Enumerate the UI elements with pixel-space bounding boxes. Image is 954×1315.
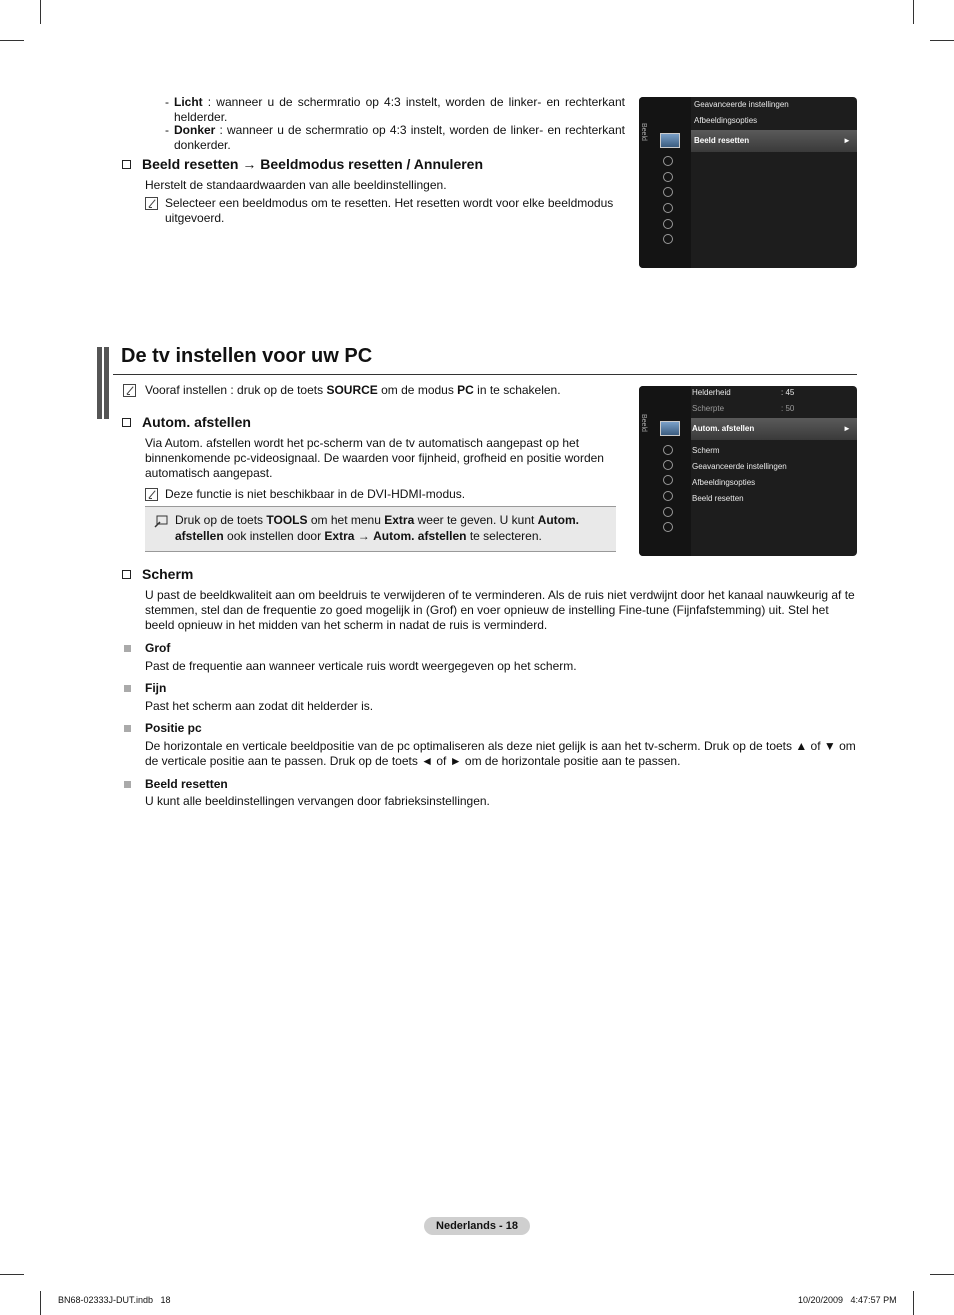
tv-menu-item[interactable]: Geavanceerde instellingen xyxy=(694,100,789,109)
grof-desc: Past de frequentie aan wanneer verticale ruis wordt weergegeven op het scherm. xyxy=(145,659,577,673)
autom-afstellen-term: Autom. afstellen xyxy=(175,513,579,543)
setup-menu-icon xyxy=(663,187,673,197)
picture-menu-icon xyxy=(660,421,680,436)
tools-text: Druk op de toets xyxy=(175,513,267,527)
channel-menu-icon xyxy=(663,460,673,470)
licht-text: : wanneer u de schermratio op 4:3 instelt, worden de linker- en rechterkant helderder. xyxy=(174,95,625,124)
channel-menu-icon xyxy=(663,172,673,182)
autom-afstellen-heading xyxy=(122,414,251,431)
tools-text: om het menu xyxy=(307,513,385,527)
page-number-label: Nederlands - 18 xyxy=(424,1217,530,1235)
application-menu-icon xyxy=(663,507,673,517)
crop-mark xyxy=(40,0,41,24)
section-title: De tv instellen voor uw PC xyxy=(121,345,373,367)
section-note xyxy=(145,383,615,398)
dash-marker: - xyxy=(165,123,169,137)
tv-menu-screen-1 xyxy=(639,97,857,268)
bullet-square-icon xyxy=(124,685,131,692)
title-bar-right xyxy=(104,347,109,419)
tv-menu-side-label: Beeld xyxy=(640,414,647,432)
donker-label: Donker xyxy=(174,123,216,137)
arrow-right-icon: ► xyxy=(843,136,851,145)
list-item-licht xyxy=(165,95,625,125)
note-icon xyxy=(123,384,136,397)
fijn-title: Fijn xyxy=(145,681,167,695)
tv-menu-item[interactable]: Afbeeldingsopties xyxy=(692,478,756,487)
grof-title: Grof xyxy=(145,641,171,655)
bullet-square-icon xyxy=(124,645,131,652)
fijn-desc: Past het scherm aan zodat dit helderder is. xyxy=(145,699,374,713)
beeld-resetten-heading xyxy=(122,156,483,173)
positie-title: Positie pc xyxy=(145,721,202,735)
footer-file: BN68-02333J-DUT.indb 18 xyxy=(58,1295,171,1305)
tools-text: weer te geven. U kunt xyxy=(414,513,538,527)
crop-mark xyxy=(913,1291,914,1315)
tools-icon xyxy=(154,515,168,528)
helderheid-value: : 45 xyxy=(781,388,795,397)
checkbox-square-icon xyxy=(122,418,131,427)
beeld-resetten-note: Selecteer een beeldmodus om te resetten. Het resetten wordt voor elke beeldmodus uitgevoerd. xyxy=(165,196,614,225)
section-note-post: in te schakelen. xyxy=(473,383,561,397)
scherpte-label[interactable]: Scherpte xyxy=(692,404,725,413)
scherpte-value: : 50 xyxy=(781,404,795,413)
setup-menu-icon xyxy=(663,475,673,485)
list-item-donker xyxy=(165,123,625,153)
note-icon xyxy=(145,197,158,210)
extra-menu: Extra xyxy=(384,513,415,527)
licht-label: Licht xyxy=(174,95,203,109)
input-menu-icon xyxy=(663,203,673,213)
tv-menu-selected-label: Beeld resetten xyxy=(694,136,750,145)
sound-menu-icon xyxy=(663,445,673,455)
donker-text: : wanneer u de schermratio op 4:3 instelt, worden de linker- en rechterkant donkerder. xyxy=(174,123,625,152)
source-key: SOURCE xyxy=(326,383,378,397)
extra-menu: Extra xyxy=(324,529,355,543)
reset-title: Beeld resetten xyxy=(145,777,228,791)
tv-menu-item[interactable]: Beeld resetten xyxy=(692,494,744,503)
positie-desc: De horizontale en verticale beeldpositie van de pc optimaliseren als deze niet gelijk is aan het tv-scherm. Druk op de toets ▲ of ▼ om de verticale positie aan te passen. Druk op de toets ◄ of ► om de horizontale positie aan te passen. xyxy=(145,739,856,768)
checkbox-square-icon xyxy=(122,570,131,579)
autom-afstellen-note: Deze functie is niet beschikbaar in de DVI-HDMI-modus. xyxy=(165,487,466,501)
dash-marker: - xyxy=(165,95,169,109)
tv-menu-item[interactable]: Scherm xyxy=(692,446,720,455)
crop-mark xyxy=(930,1274,954,1275)
application-menu-icon xyxy=(663,219,673,229)
tools-key: TOOLS xyxy=(266,513,308,527)
input-menu-icon xyxy=(663,491,673,501)
reset-desc: U kunt alle beeldinstellingen vervangen door fabrieksinstellingen. xyxy=(145,794,490,808)
title-bar-left xyxy=(97,347,102,419)
tools-text: → xyxy=(354,529,374,543)
tv-menu-side-label: Beeld xyxy=(640,123,647,141)
crop-mark xyxy=(0,1274,24,1275)
tools-tip-text xyxy=(175,512,605,544)
section-note-pre: Vooraf instellen : druk op de toets xyxy=(145,383,327,397)
sound-menu-icon xyxy=(663,156,673,166)
beeld-resetten-heading-text: Beeld resetten → Beeldmodus resetten / Annuleren xyxy=(142,156,484,172)
section-note-mid: om de modus xyxy=(377,383,458,397)
picture-menu-icon xyxy=(660,133,680,148)
support-menu-icon xyxy=(663,522,673,532)
tv-menu-screen-2 xyxy=(639,386,857,556)
crop-mark xyxy=(930,40,954,41)
crop-mark xyxy=(40,1291,41,1315)
tools-text: ook instellen door xyxy=(223,529,325,543)
beeld-resetten-desc: Herstelt de standaardwaarden van alle beeldinstellingen. xyxy=(145,178,447,192)
checkbox-square-icon xyxy=(122,160,131,169)
scherm-heading xyxy=(122,566,193,583)
support-menu-icon xyxy=(663,234,673,244)
footer-datetime: 10/20/2009 4:47:57 PM xyxy=(798,1295,897,1305)
autom-afstellen-heading-text: Autom. afstellen xyxy=(142,414,251,430)
bullet-square-icon xyxy=(124,725,131,732)
pc-mode: PC xyxy=(457,383,474,397)
tools-text: te selecteren. xyxy=(466,529,542,543)
note-icon xyxy=(145,488,158,501)
title-divider xyxy=(113,374,857,375)
scherm-desc: U past de beeldkwaliteit aan om beeldruis te verwijderen of te verminderen. Als de ruis niet verdwijnt door het kanaal nauwkeurig af te stemmen, stel dan de frequentie zo goed mogelijk in (Grof) en voer opnieuw de instelling Fine-tune (Fijnfafstemming) uit. Stel het beeld opnieuw in het midden van het scherm in nadat de ruis is verminderd. xyxy=(145,588,855,632)
tools-tip-box xyxy=(145,506,616,552)
tv-menu-item[interactable]: Geavanceerde instellingen xyxy=(692,462,787,471)
autom-afstellen-term: Autom. afstellen xyxy=(373,529,467,543)
scherm-heading-text: Scherm xyxy=(142,566,194,582)
bullet-square-icon xyxy=(124,781,131,788)
helderheid-label[interactable]: Helderheid xyxy=(692,388,731,397)
arrow-right-icon: ► xyxy=(843,424,851,433)
tv-menu-item[interactable]: Afbeeldingsopties xyxy=(694,116,758,125)
autom-afstellen-desc: Via Autom. afstellen wordt het pc-scherm van de tv automatisch aangepast op het binnenkomende pc-videosignaal. De waarden voor fijnheid, grofheid en positie worden automatisch aangepast. xyxy=(145,436,604,480)
crop-mark xyxy=(0,40,24,41)
crop-mark xyxy=(913,0,914,24)
tv-menu-selected-label: Autom. afstellen xyxy=(692,424,755,433)
